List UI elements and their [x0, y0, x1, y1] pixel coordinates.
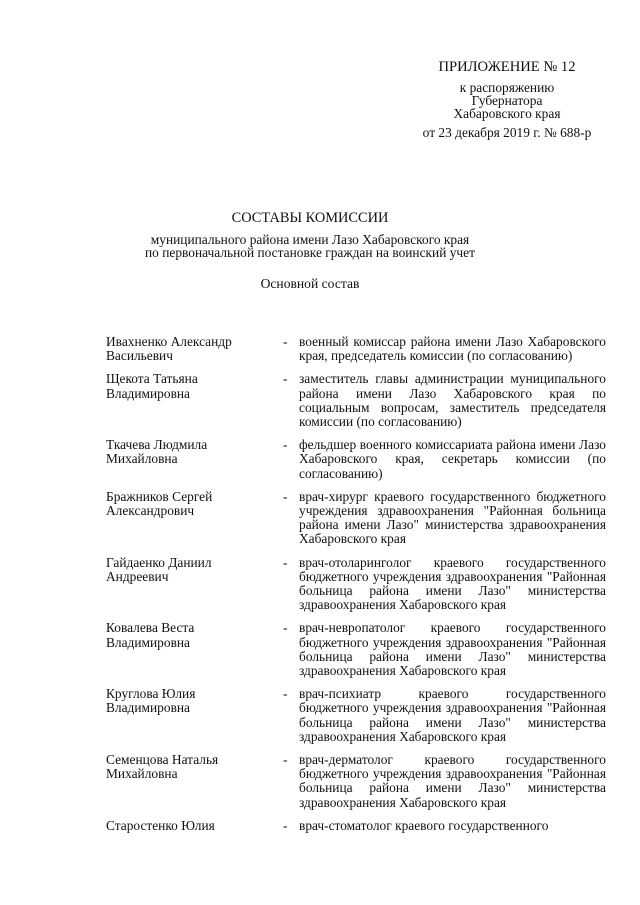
member-name [106, 819, 283, 833]
member-name [106, 372, 283, 429]
member-name [106, 753, 283, 810]
member-role: врач-отоларинголог краевого государственного бюджетного учреждения здравоохранения "Районная больница района имени Лазо" министерства здравоохранения Хабаровского края [299, 554, 606, 613]
member-role: военный комиссар района имени Лазо Хабаровского края, председатель комиссии (по согласованию) [299, 334, 606, 364]
member-name [106, 687, 283, 744]
member-row [106, 372, 606, 429]
document-title: СОСТАВЫ КОМИССИИ [231, 210, 389, 226]
dash-separator: - [283, 437, 288, 453]
member-patronymic: Владимировна [106, 385, 190, 401]
appendix-date: от 23 декабря 2019 г. № 688-р [422, 125, 592, 140]
appendix-line: к распоряжению [459, 80, 555, 95]
member-row [106, 687, 606, 744]
member-patronymic: Владимировна [106, 700, 190, 716]
member-name [106, 335, 283, 363]
member-patronymic: Михайловна [106, 451, 178, 467]
document-header [100, 210, 520, 259]
dash-separator: - [283, 620, 288, 636]
member-row [106, 819, 606, 833]
appendix-line: Хабаровского края [453, 106, 561, 121]
appendix-title: ПРИЛОЖЕНИЕ № 12 [438, 59, 576, 75]
dash-separator: - [283, 334, 288, 349]
appendix-block [376, 58, 638, 139]
member-patronymic: Владимировна [106, 634, 190, 650]
member-name [106, 490, 283, 547]
member-role: врач-стоматолог краевого государственного [299, 817, 549, 833]
document-subtitle: муниципального района имени Лазо Хабаровского края [150, 232, 470, 247]
member-surname-name: Семенцова Наталья [106, 752, 219, 768]
member-surname-name: Круглова Юлия [106, 686, 196, 702]
dash-separator: - [283, 554, 288, 570]
member-role: врач-хирург краевого государственного бюджетного учреждения здравоохранения "Районная больница района имени Лазо" министерства здравоохранения Хабаровского края [299, 488, 606, 547]
dash-separator: - [283, 752, 288, 768]
member-patronymic: Васильевич [106, 348, 173, 364]
section-title: Основной состав [260, 276, 360, 291]
member-surname-name: Щекота Татьяна [106, 371, 198, 387]
dash-separator: - [283, 488, 288, 504]
dash-separator: - [283, 371, 288, 387]
member-row [106, 621, 606, 678]
member-surname-name: Гайдаенко Даниил [106, 554, 212, 570]
member-patronymic: Андреевич [106, 568, 169, 584]
member-surname-name: Ковалева Веста [106, 620, 195, 636]
dash-separator: - [283, 686, 288, 702]
member-surname-name: Ткачева Людмила [106, 437, 208, 453]
member-patronymic: Александрович [106, 503, 195, 519]
member-surname-name: Старостенко Юлия [106, 817, 215, 833]
member-surname-name: Ивахненко Александр [106, 334, 232, 349]
member-surname-name: Бражников Сергей [106, 488, 213, 504]
member-row [106, 438, 606, 481]
member-row [106, 490, 606, 547]
member-role: заместитель главы администрации муниципального района имени Лазо Хабаровского края по социальным вопросам, заместитель председателя комиссии (по согласованию) [299, 371, 606, 430]
member-row [106, 335, 606, 363]
member-patronymic: Михайловна [106, 766, 178, 782]
appendix-line: Губернатора [471, 93, 543, 108]
member-name [106, 438, 283, 481]
member-row [106, 753, 606, 810]
member-name [106, 556, 283, 613]
dash-separator: - [283, 817, 288, 833]
member-role: врач-дерматолог краевого государственного бюджетного учреждения здравоохранения "Районная больница района имени Лазо" министерства здравоохранения Хабаровского края [299, 752, 606, 810]
member-name [106, 621, 283, 678]
members-list [106, 335, 606, 842]
member-row [106, 556, 606, 613]
document-subtitle: по первоначальной постановке граждан на воинский учет [145, 245, 475, 260]
member-role: врач-психиатр краевого государственного бюджетного учреждения здравоохранения "Районная больница района имени Лазо" министерства здравоохранения Хабаровского края [299, 686, 606, 744]
member-role: фельдшер военного комиссариата района имени Лазо Хабаровского края, секретарь комиссии (по согласованию) [299, 437, 606, 481]
member-role: врач-невропатолог краевого государственного бюджетного учреждения здравоохранения "Районная больница района имени Лазо" министерства здравоохранения Хабаровского края [299, 620, 606, 679]
